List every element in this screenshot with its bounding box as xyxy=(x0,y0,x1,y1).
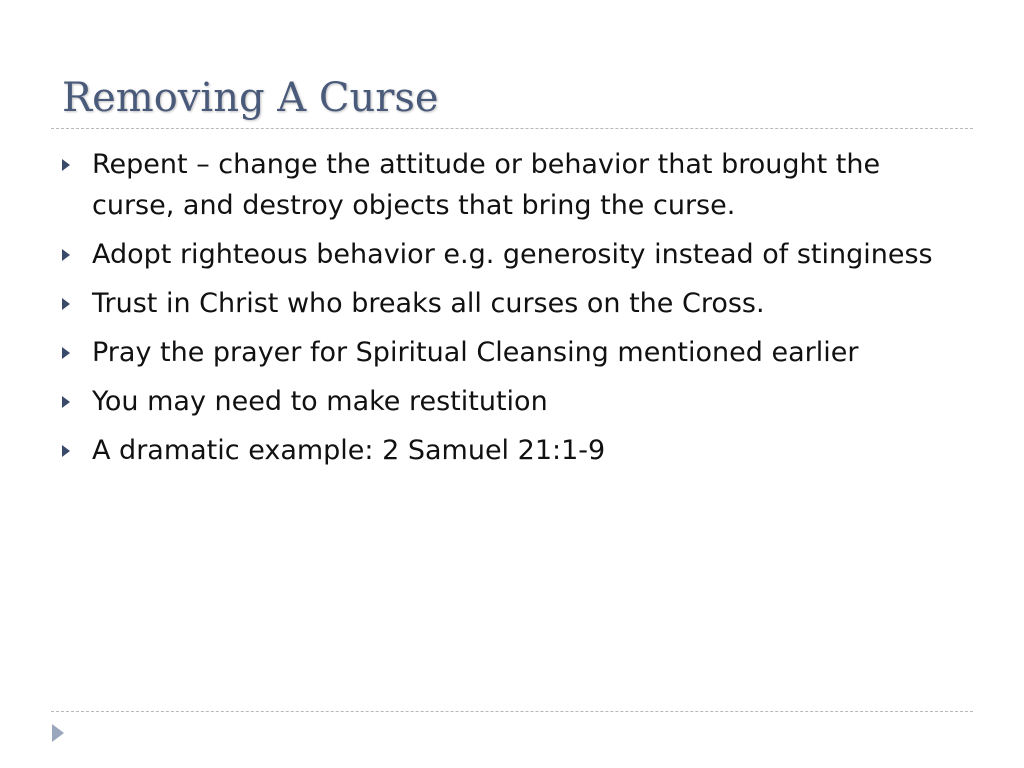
bullet-list xyxy=(62,144,962,479)
slide-title: Removing A Curse xyxy=(62,75,439,121)
bullet-text: Repent – change the attitude or behavior that brought the curse, and destroy objects that bring the curse. xyxy=(92,149,881,221)
triangle-right-icon xyxy=(62,396,70,408)
bullet-item xyxy=(62,283,962,324)
bullet-text: Adopt righteous behavior e.g. generosity instead of stinginess xyxy=(92,239,933,270)
bullet-item xyxy=(62,144,962,226)
bullet-text: A dramatic example: 2 Samuel 21:1-9 xyxy=(92,435,606,466)
bullet-text: Pray the prayer for Spiritual Cleansing mentioned earlier xyxy=(92,337,859,368)
bullet-item xyxy=(62,430,962,471)
triangle-right-icon xyxy=(62,298,70,310)
triangle-right-icon xyxy=(62,159,70,171)
bullet-item xyxy=(62,234,962,275)
bullet-text: Trust in Christ who breaks all curses on the Cross. xyxy=(92,288,765,319)
triangle-right-icon xyxy=(62,249,70,261)
triangle-right-icon xyxy=(62,347,70,359)
footer-divider xyxy=(51,711,973,712)
bullet-item xyxy=(62,332,962,373)
title-divider xyxy=(51,128,973,129)
bullet-text: You may need to make restitution xyxy=(92,386,548,417)
triangle-right-icon xyxy=(62,445,70,457)
play-triangle-icon[interactable] xyxy=(52,724,64,742)
bullet-item xyxy=(62,381,962,422)
